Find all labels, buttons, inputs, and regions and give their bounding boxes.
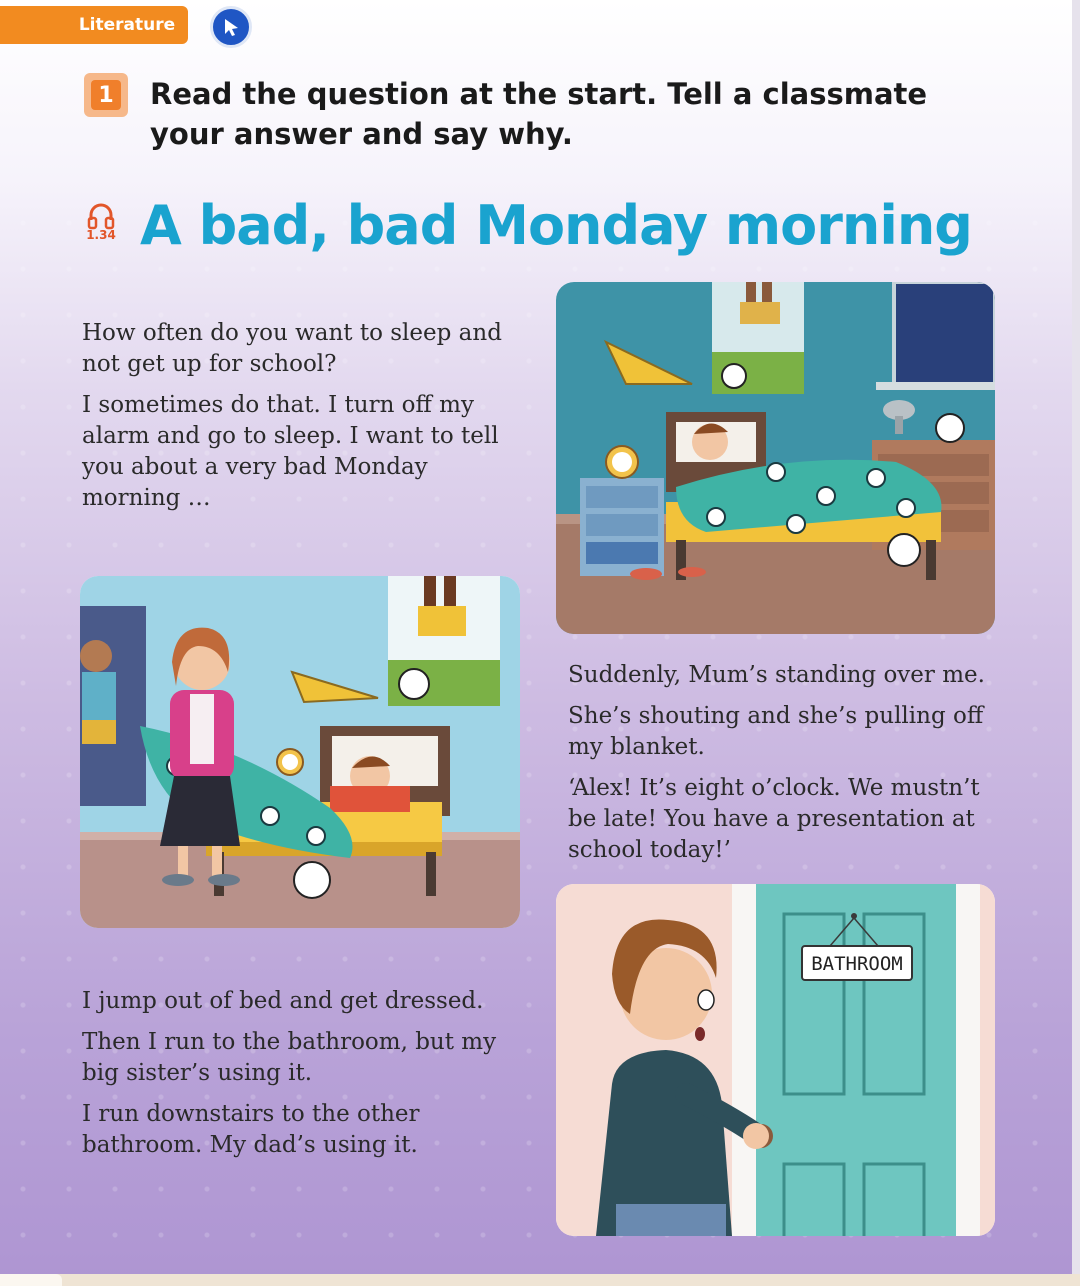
story-paragraph: How often do you want to sleep and not get up for school? [82,320,502,377]
activity-number-badge [84,73,128,117]
audio-track-number: 1.34 [86,228,116,242]
story-paragraph: I sometimes do that. I turn off my alarm and go to sleep. I want to tell you about a very bad Monday morning … [82,392,499,511]
story-paragraph: I run downstairs to the other bathroom. My dad’s using it. [82,1101,420,1158]
story-paragraphs-2 [568,660,988,876]
activity-instruction: Read the question at the start. Tell a classmate your answer and say why. [150,77,928,151]
story-paragraphs-1 [82,318,512,524]
page-bottom-bar [0,1274,1080,1286]
page-bottom-tab[interactable] [0,1274,62,1286]
activity-number: 1 [91,80,121,110]
audio-track-button[interactable] [82,202,120,248]
story-title: A bad, bad Monday morning [140,194,972,257]
cursor-arrow-icon [220,16,242,38]
story-paragraph: She’s shouting and she’s pulling off my blanket. [568,703,984,760]
story-paragraph: Then I run to the bathroom, but my big sister’s using it. [82,1029,497,1086]
pointer-tool-button[interactable] [210,6,252,48]
page-edge [1072,0,1080,1286]
bathroom-sign-text: BATHROOM [811,953,903,975]
section-tag[interactable]: Literature [0,6,188,44]
illustration-boy-sleeping [556,282,995,634]
story-paragraph: ‘Alex! It’s eight o’clock. We mustn’t be late! You have a presentation at school today!’ [568,775,980,863]
story-paragraph: I jump out of bed and get dressed. [82,988,484,1014]
illustration-mum-pulling-blanket [80,576,520,928]
headphones-icon [86,202,116,230]
story-paragraph: Suddenly, Mum’s standing over me. [568,662,985,688]
illustration-bathroom-door [556,884,995,1236]
story-paragraphs-3 [82,986,522,1171]
